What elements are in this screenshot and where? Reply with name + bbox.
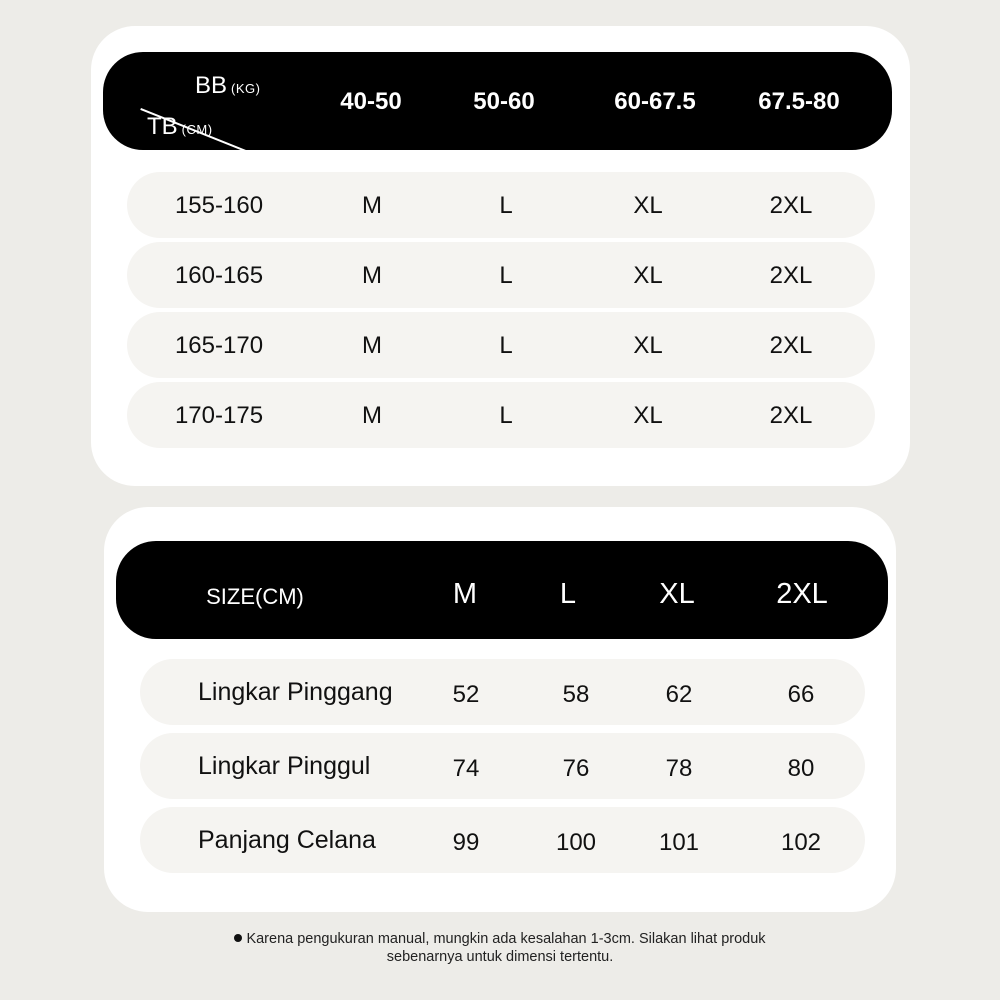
measurement-label: Lingkar Pinggul [198,752,371,780]
table-row [140,733,865,799]
size-cell: L [499,332,513,359]
measurement-value: 102 [780,829,822,856]
size-cell: L [499,402,513,429]
measurement-label: Panjang Celana [198,826,376,854]
size-cell: XL [633,192,663,219]
size-cell: M [362,262,382,289]
measurement-value: 76 [562,755,590,782]
size-cell: XL [633,332,663,359]
size-cell: 2XL [769,332,813,359]
measurement-value: 78 [665,755,693,782]
table-row [127,172,875,238]
weight-range-4: 67.5-80 [758,88,840,115]
weight-axis-label: BB (KG) [195,72,261,99]
measurement-label: Lingkar Pinggang [198,678,393,706]
note-line-1: Karena pengukuran manual, mungkin ada kesalahan 1-3cm. Silakan lihat produk [0,930,1000,948]
size-cell: L [499,262,513,289]
table-row [127,382,875,448]
table-row [127,242,875,308]
size-cell: L [499,192,513,219]
size-cell: XL [633,262,663,289]
weight-range-1: 40-50 [340,88,402,115]
height-axis-label: TB (CM) [147,113,213,140]
measurement-value: 66 [787,681,815,708]
height-range: 170-175 [174,402,264,429]
height-range: 165-170 [174,332,264,359]
size-header-2xl: 2XL [776,578,828,610]
measurement-value: 80 [787,755,815,782]
measurement-value: 52 [452,681,480,708]
measurement-value: 101 [658,829,700,856]
measurement-value: 74 [452,755,480,782]
size-recommendation-card [91,26,910,486]
table-row [140,807,865,873]
size-cell: M [362,332,382,359]
size-cm-label: SIZE(CM) [206,584,304,609]
measurement-value: 99 [452,829,480,856]
measurement-value: 62 [665,681,693,708]
measurement-value: 100 [555,829,597,856]
weight-range-2: 50-60 [473,88,535,115]
size-cell: M [362,192,382,219]
size-header-bar [116,541,888,639]
size-header-xl: XL [659,578,695,610]
measurement-value: 58 [562,681,590,708]
table-row [127,312,875,378]
size-cell: 2XL [769,192,813,219]
table-row [140,659,865,725]
size-cell: 2XL [769,402,813,429]
weight-range-3: 60-67.5 [614,88,696,115]
size-header-l: L [559,578,577,610]
bullet-icon [234,934,242,942]
measurement-card [104,507,896,912]
measurement-note [0,930,1000,966]
height-range: 160-165 [174,262,264,289]
size-cell: M [362,402,382,429]
size-cell: 2XL [769,262,813,289]
weight-header-bar [103,52,892,150]
height-range: 155-160 [174,192,264,219]
note-line-2: sebenarnya untuk dimensi tertentu. [386,949,614,965]
size-cell: XL [633,402,663,429]
size-header-m: M [452,578,478,610]
